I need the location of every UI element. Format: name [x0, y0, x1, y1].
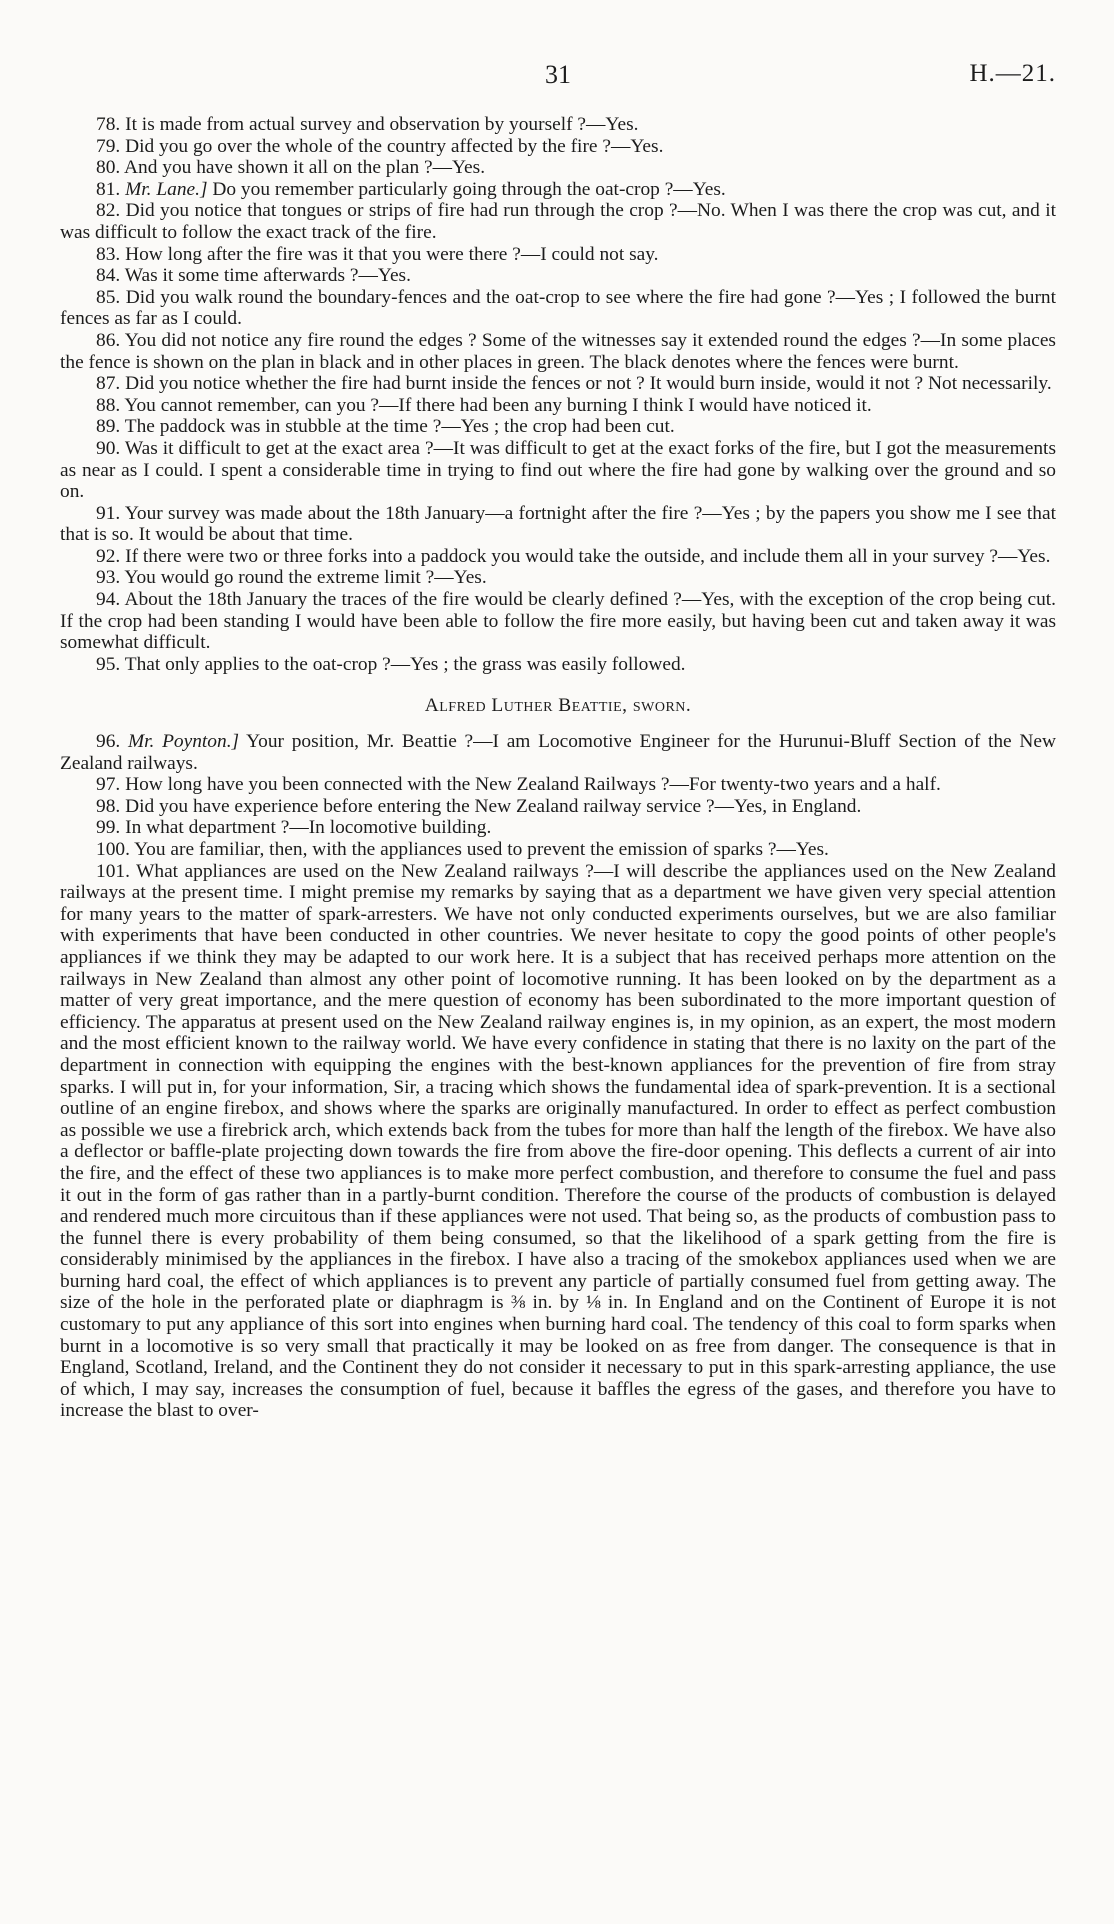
- evidence-section-1: [60, 114, 1056, 675]
- question-number: 78.: [96, 114, 121, 135]
- question-text: That only applies to the oat-crop ?—Yes ; the grass was easily followed.: [124, 653, 686, 675]
- question-number: 79.: [96, 135, 121, 157]
- question-number: 94.: [96, 589, 121, 611]
- question-number: 85.: [96, 286, 121, 308]
- question-text: Did you have experience before entering the New Zealand railway service ?—Yes, in England.: [125, 795, 862, 817]
- question-number: 90.: [96, 437, 121, 459]
- question-paragraph: [60, 861, 1056, 1422]
- question-text: In what department ?—In locomotive building.: [125, 817, 492, 839]
- question-paragraph: [60, 200, 1056, 243]
- speaker-name: Mr. Poynton.]: [127, 731, 240, 753]
- question-text: Did you go over the whole of the country affected by the fire ?—Yes.: [125, 135, 664, 157]
- question-number: 91.: [96, 502, 121, 524]
- question-number: 100.: [96, 839, 130, 860]
- speaker-name: Mr. Lane.]: [125, 178, 208, 200]
- question-paragraph: [60, 589, 1056, 654]
- question-text: Did you notice that tongues or strips of fire had run through the crop ?—No. When I was there the crop was cut, and it was difficult to follow the exact track of the fire.: [60, 200, 1056, 243]
- question-paragraph: [60, 503, 1056, 546]
- question-paragraph: [60, 395, 1056, 417]
- question-text: About the 18th January the traces of the fire would be clearly defined ?—Yes, with the exception of the crop being cut. If the crop had been standing I would have been able to follow the fire more easily, but having been cut and taken away it was somewhat difficult.: [60, 589, 1057, 654]
- question-number: 80.: [96, 157, 121, 179]
- question-paragraph: [60, 136, 1056, 158]
- question-text: You are familiar, then, with the appliances used to prevent the emission of sparks ?—Yes.: [134, 839, 829, 860]
- question-text: The paddock was in stubble at the time ?—Yes ; the crop had been cut.: [124, 416, 675, 438]
- question-paragraph: [60, 244, 1056, 266]
- question-paragraph: [60, 157, 1056, 179]
- question-number: 99.: [96, 817, 121, 839]
- question-paragraph: [60, 265, 1056, 287]
- question-paragraph: [60, 796, 1056, 818]
- question-number: 95.: [96, 653, 121, 675]
- question-number: 84.: [96, 265, 121, 287]
- question-paragraph: [60, 287, 1056, 330]
- question-number: 81.: [96, 178, 121, 200]
- question-text: How long after the fire was it that you were there ?—I could not say.: [125, 243, 659, 265]
- question-number: 88.: [96, 394, 121, 416]
- question-number: 92.: [96, 545, 121, 567]
- question-number: 83.: [96, 243, 121, 265]
- question-paragraph: [60, 817, 1056, 839]
- question-text: Was it some time afterwards ?—Yes.: [124, 265, 411, 287]
- question-paragraph: [60, 373, 1056, 395]
- question-text: And you have shown it all on the plan ?—Yes.: [124, 157, 486, 179]
- question-text: Your position, Mr. Beattie ?—I am Locomotive Engineer for the Hurunui-Bluff Section of the New Zealand railways.: [60, 731, 1056, 774]
- question-paragraph: [60, 546, 1056, 568]
- question-text: You cannot remember, can you ?—If there had been any burning I think I would have noticed it.: [124, 394, 872, 416]
- question-text: Do you remember particularly going through the oat-crop ?—Yes.: [212, 178, 726, 200]
- question-text: Your survey was made about the 18th January—a fortnight after the fire ?—Yes ; by the papers you show me I see that that is so. It would be about that time.: [60, 502, 1056, 546]
- question-text: Did you walk round the boundary-fences and the oat-crop to see where the fire had gone ?—Yes ; I followed the burnt fences as far as I could.: [60, 286, 1056, 330]
- question-text: How long have you been connected with the New Zealand Railways ?—For twenty-two years and a half.: [125, 774, 941, 796]
- question-paragraph: [60, 179, 1056, 201]
- question-text: If there were two or three forks into a paddock you would take the outside, and include them all in your survey ?—Yes.: [125, 545, 1051, 567]
- running-head: [60, 60, 1056, 100]
- question-paragraph: [60, 330, 1056, 373]
- question-number: 82.: [96, 200, 121, 222]
- question-paragraph: [60, 416, 1056, 438]
- body-text: [60, 114, 1056, 1422]
- question-paragraph: [60, 438, 1056, 503]
- question-paragraph: [60, 839, 1056, 861]
- question-text: Was it difficult to get at the exact area ?—It was difficult to get at the exact forks of the fire, but I got the measurements as near as I could. I spent a considerable time in trying to find out where the fire had gone by walking over the ground and so on.: [60, 437, 1056, 503]
- question-number: 98.: [96, 795, 121, 817]
- page-number: 31: [545, 60, 571, 89]
- question-number: 93.: [96, 567, 121, 589]
- question-number: 89.: [96, 416, 121, 438]
- question-number: 101.: [96, 860, 130, 882]
- question-paragraph: [60, 114, 1056, 136]
- question-number: 96.: [96, 731, 121, 753]
- question-text: You did not notice any fire round the edges ? Some of the witnesses say it extended round the edges ?—In some places the fence is shown on the plan in black and in other places in green. The black denotes where the fences were burnt.: [60, 329, 1056, 373]
- question-number: 86.: [96, 329, 121, 351]
- question-number: 97.: [96, 774, 121, 796]
- question-text: You would go round the extreme limit ?—Yes.: [124, 567, 487, 589]
- question-paragraph: [60, 567, 1056, 589]
- question-paragraph: [60, 774, 1056, 796]
- witness-heading: Alfred Luther Beattie, sworn.: [424, 695, 692, 717]
- question-text: It is made from actual survey and observation by yourself ?—Yes.: [125, 114, 639, 135]
- question-text: What appliances are used on the New Zealand railways ?—I will describe the appliances used on the New Zealand railways at the present time. I might premise my remarks by saying that as a department we have given very special attention for many years to the matter of spark-arresters. We have not only conducted experiments ourselves, but we are also familiar with experiments that have been conducted in other countries. We never hesitate to copy the good points of other people's appliances if we think they may be adapted to our work here. It is a subject that has received perhaps more attention on the railways in New Zealand than almost any other point of locomotive running. It has been looked on by the department as a matter of very great importance, and the mere question of economy has been subordinated to the more important question of efficiency. The apparatus at present used on the New Zealand railway engines is, in my opinion, as an expert, the most modern and the most efficient known to the railway world. We have every confidence in stating that there is no laxity on the part of the department in connection with equipping the engines with the best-known appliances for the prevention of fire from stray sparks. I will put in, for your information, Sir, a tracing which shows the fundamental idea of spark-prevention. It is a sectional outline of an engine firebox, and shows where the sparks are originally manufactured. In order to effect as perfect combustion as possible we use a firebrick arch, which extends back from the tubes for more than half the length of the firebox. We have also a deflector or baffle-plate projecting down towards the fire from above the fire-door opening. This deflects a current of air into the fire, and the effect of these two appliances is to make more perfect combustion, and therefore to consume the fuel and pass it out in the form of gas rather than in a partly-burnt condition. Therefore the course of the products of combustion is delayed and rendered much more circuitous than if these appliances were not used. That being so, as the products of combustion pass to the funnel there is every probability of them being consumed, so that the likelihood of a spark getting from the fire is considerably minimised by the appliances in the firebox. I have also a tracing of the smokebox appliances used when we are burning hard coal, the effect of which appliances is to prevent any particle of partially consumed fuel from getting away. The size of the hole in the perforated plate or diaphragm is ⅜ in. by ⅛ in. In England and on the Continent of Europe it is not customary to put any appliance of this sort into engines when burning hard coal. The tendency of this coal to form sparks when burnt in a locomotive is so very small that practically it may be looked on as free from danger. The consequence is that in England, Scotland, Ireland, and the Continent they do not consider it necessary to put in this spark-arresting appliance, the use of which, I may say, increases the consumption of fuel, because it baffles the egress of the gases, and therefore you have to increase the blast to over-: [60, 860, 1057, 1422]
- question-paragraph: [60, 654, 1056, 676]
- question-text: Did you notice whether the fire had burnt inside the fences or not ? It would burn inside, would it not ? Not necessarily.: [125, 373, 1052, 395]
- question-paragraph: [60, 731, 1056, 774]
- evidence-section-2: [60, 731, 1056, 1422]
- question-number: 87.: [96, 373, 121, 395]
- document-reference: H.—21.: [969, 60, 1056, 87]
